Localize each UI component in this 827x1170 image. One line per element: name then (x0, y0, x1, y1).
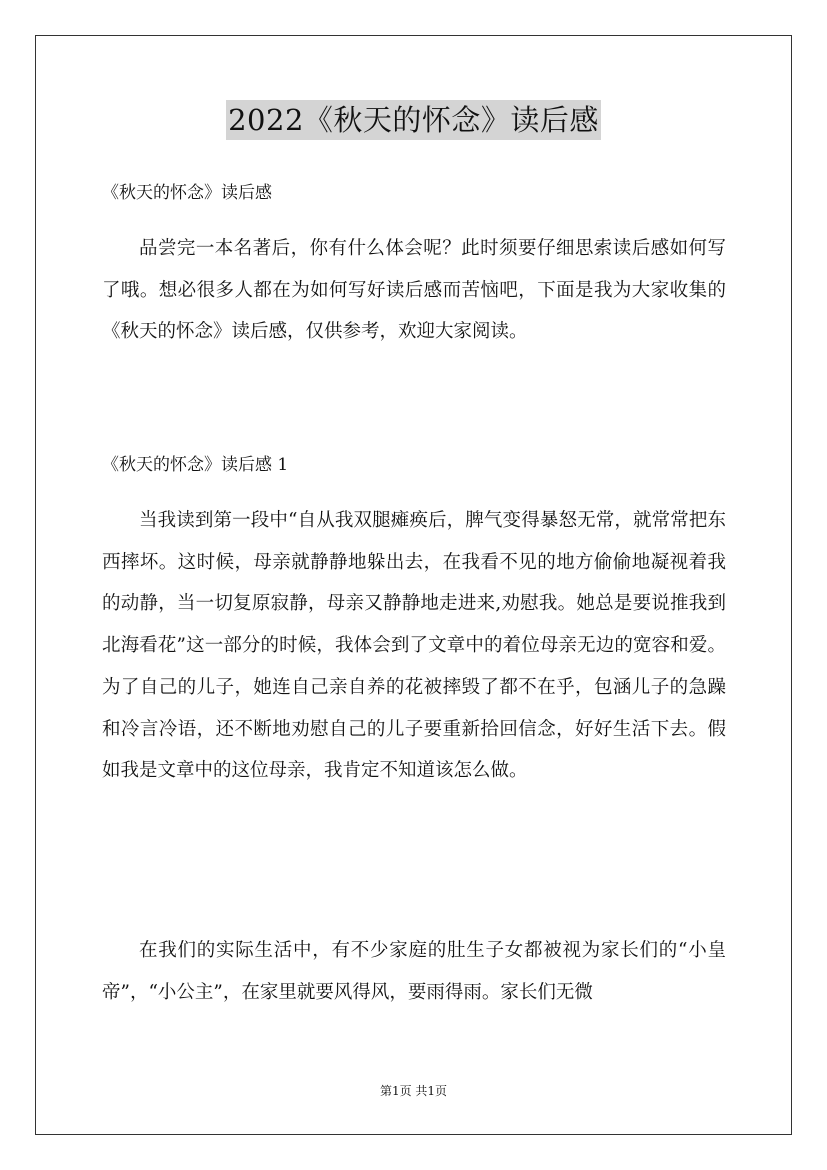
intro-paragraph: 品尝完一本名著后，你有什么体会呢？此时须要仔细思索读后感如何写了哦。想必很多人都在为如何写好读后感而苦恼吧，下面是我为大家收集的《秋天的怀念》读后感，仅供参考，欢迎大家阅读。 (102, 238, 726, 343)
page-number-footer: 第1页 共1页 (379, 1084, 448, 1098)
document-subtitle: 《秋天的怀念》读后感 (102, 183, 272, 203)
title-container (0, 100, 827, 140)
body-paragraph: 当我读到第一段中“自从我双腿瘫痪后，脾气变得暴怒无常，就常常把东西摔坏。这时候，母亲就静静地躲出去，在我看不见的地方偷偷地凝视着我的动静，当一切复原寂静，母亲又静静地走进来,劝慰我。她总是要说推我到北海看花”这一部分的时候，我体会到了文章中的着位母亲无边的宽容和爱。为了自己的儿子，她连自己亲自养的花被摔毁了都不在乎，包涵儿子的急躁和冷言冷语，还不断地劝慰自己的儿子要重新拾回信念，好好生活下去。假如我是文章中的这位母亲，我肯定不知道该怎么做。 (102, 510, 726, 782)
document-title: 2022《秋天的怀念》读后感 (226, 100, 601, 140)
body-paragraph: 在我们的实际生活中，有不少家庭的肚生子女都被视为家长们的“小皇帝”，“小公主”，在家里就要风得风，要雨得雨。家长们无微 (102, 940, 726, 1003)
section-heading: 《秋天的怀念》读后感 1 (102, 455, 289, 475)
